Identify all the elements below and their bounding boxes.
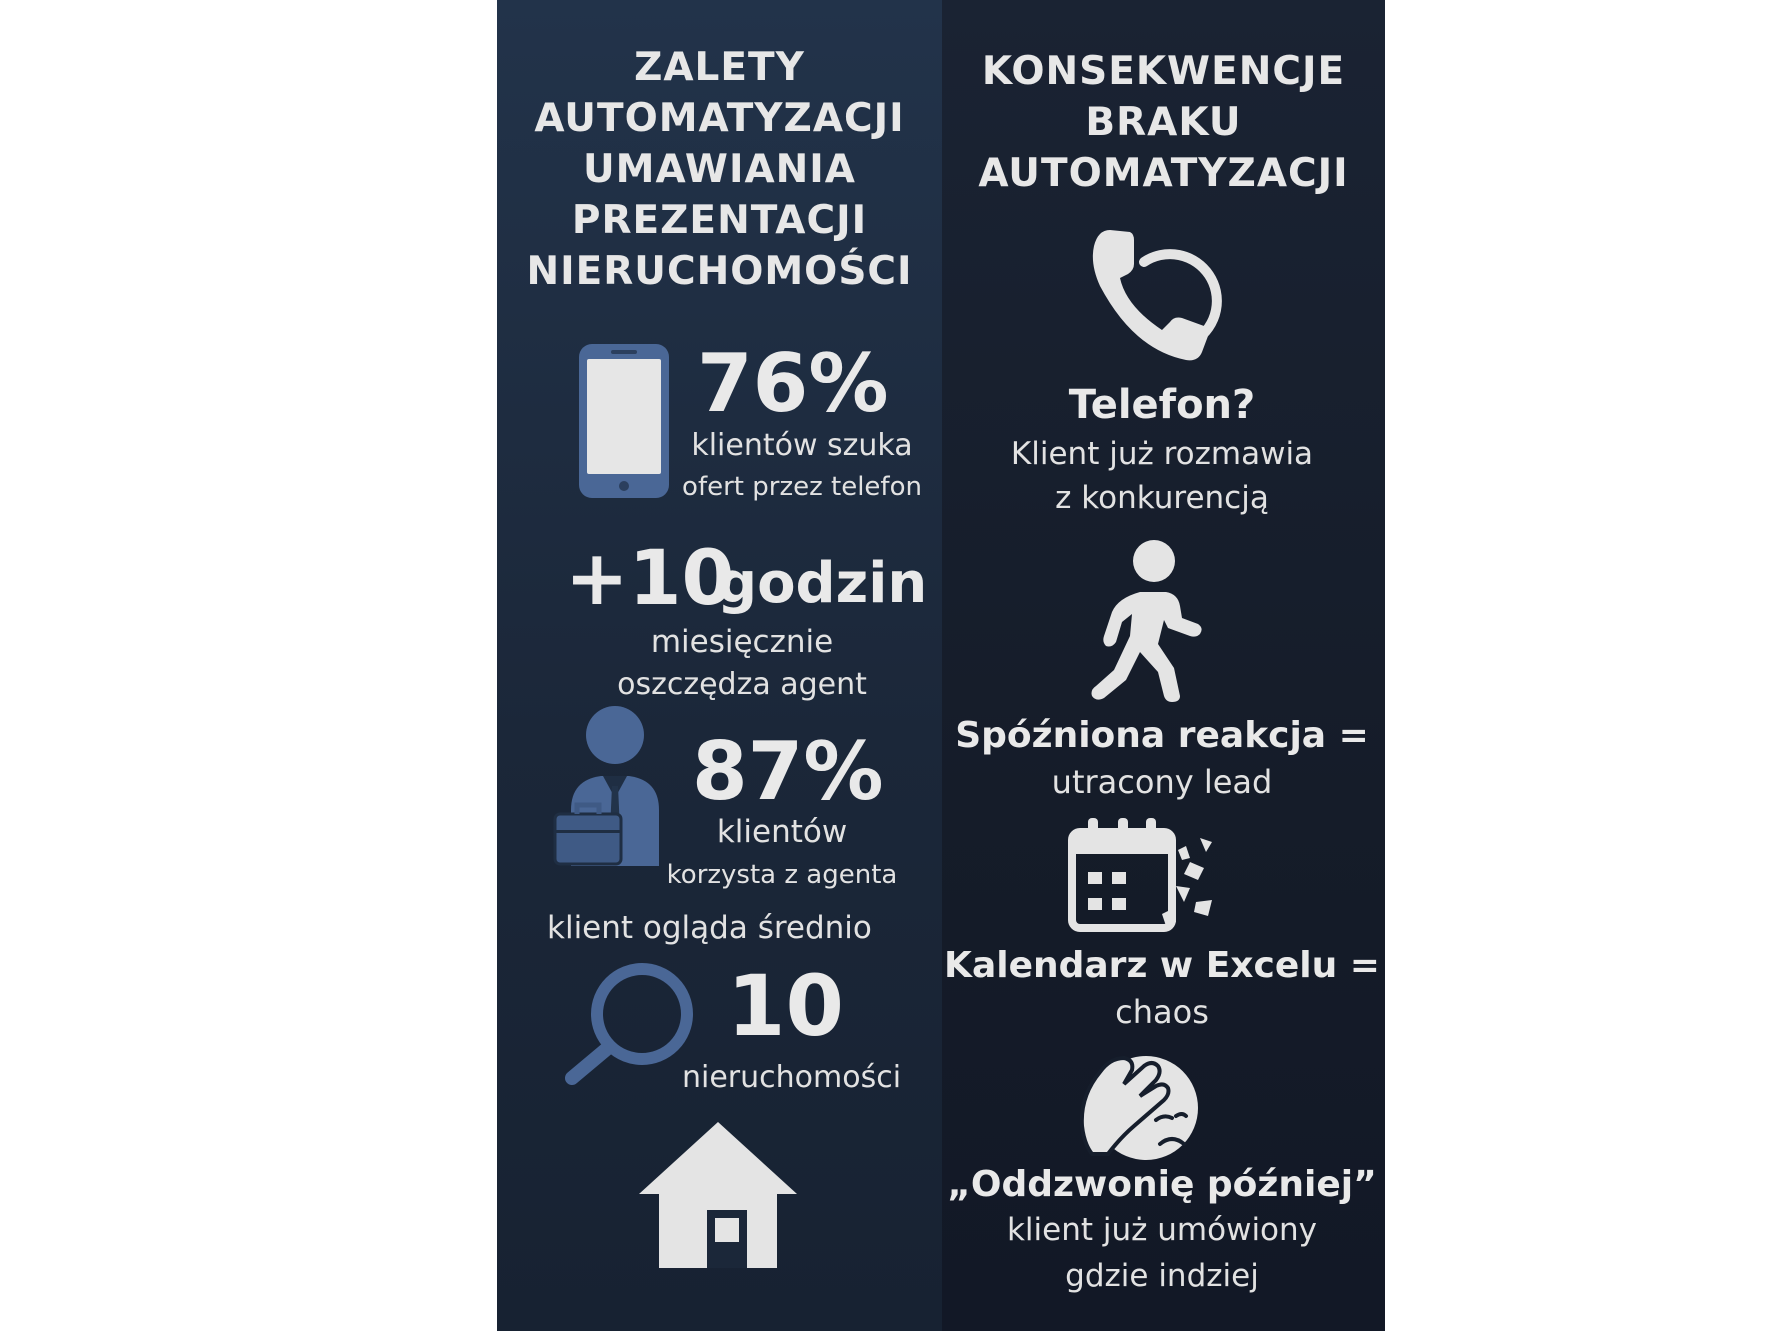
stat-hours-line1: miesięcznie <box>650 624 834 660</box>
stat-10-intro: klient ogląda średnio <box>547 910 872 946</box>
heading-line: AUTOMATYZACJI <box>978 151 1349 196</box>
phone-icon <box>1090 228 1232 364</box>
heading-line: AUTOMATYZACJI <box>534 96 905 141</box>
consequences-column <box>942 0 1385 1331</box>
call-later-line2: gdzie indziej <box>1065 1258 1259 1294</box>
smartphone-icon <box>577 342 671 500</box>
stat-87-line1: klientów <box>716 814 848 850</box>
stat-87-line2: korzysta z agenta <box>666 860 898 890</box>
late-reaction-title: Spóźniona reakcja = <box>955 715 1369 756</box>
heading-line: BRAKU <box>1085 100 1242 145</box>
facepalm-icon <box>1080 1050 1202 1168</box>
late-reaction-line1: utracony lead <box>1051 763 1273 801</box>
phone-line2: z konkurencją <box>1055 480 1269 516</box>
stat-hours-line2: oszczędza agent <box>617 667 867 702</box>
stat-hours-value: +10 <box>565 533 735 622</box>
heading-line: KONSEKWENCJE <box>981 49 1346 94</box>
infographic <box>497 0 1385 1331</box>
advantages-heading <box>497 42 942 297</box>
phone-line1: Klient już rozmawia <box>1010 436 1314 472</box>
stat-10-label: nieruchomości <box>682 1060 902 1095</box>
call-later-title: „Oddzwonię później” <box>947 1164 1377 1205</box>
stat-76-line2: ofert przez telefon <box>682 472 922 502</box>
stat-76-value: 76% <box>697 337 889 430</box>
advantages-column <box>497 0 942 1331</box>
magnifier-icon <box>563 960 699 1086</box>
excel-calendar-line1: chaos <box>1115 993 1209 1031</box>
heading-line: NIERUCHOMOŚCI <box>526 249 913 294</box>
heading-line: ZALETY <box>634 45 805 90</box>
heading-line: PREZENTACJI <box>571 198 868 243</box>
phone-title: Telefon? <box>1068 382 1256 428</box>
stat-87-value: 87% <box>692 725 884 818</box>
excel-calendar-title: Kalendarz w Excelu = <box>944 945 1380 986</box>
consequences-heading <box>942 46 1385 199</box>
call-later-line1: klient już umówiony <box>1006 1212 1318 1248</box>
walking-person-icon <box>1082 536 1202 702</box>
broken-calendar-icon <box>1066 816 1222 936</box>
house-icon <box>637 1120 799 1270</box>
stat-hours-unit: godzin <box>717 551 928 616</box>
stat-76-line1: klientów szuka <box>691 428 913 463</box>
heading-line: UMAWIANIA <box>583 147 856 192</box>
stat-10-value: 10 <box>727 957 844 1055</box>
